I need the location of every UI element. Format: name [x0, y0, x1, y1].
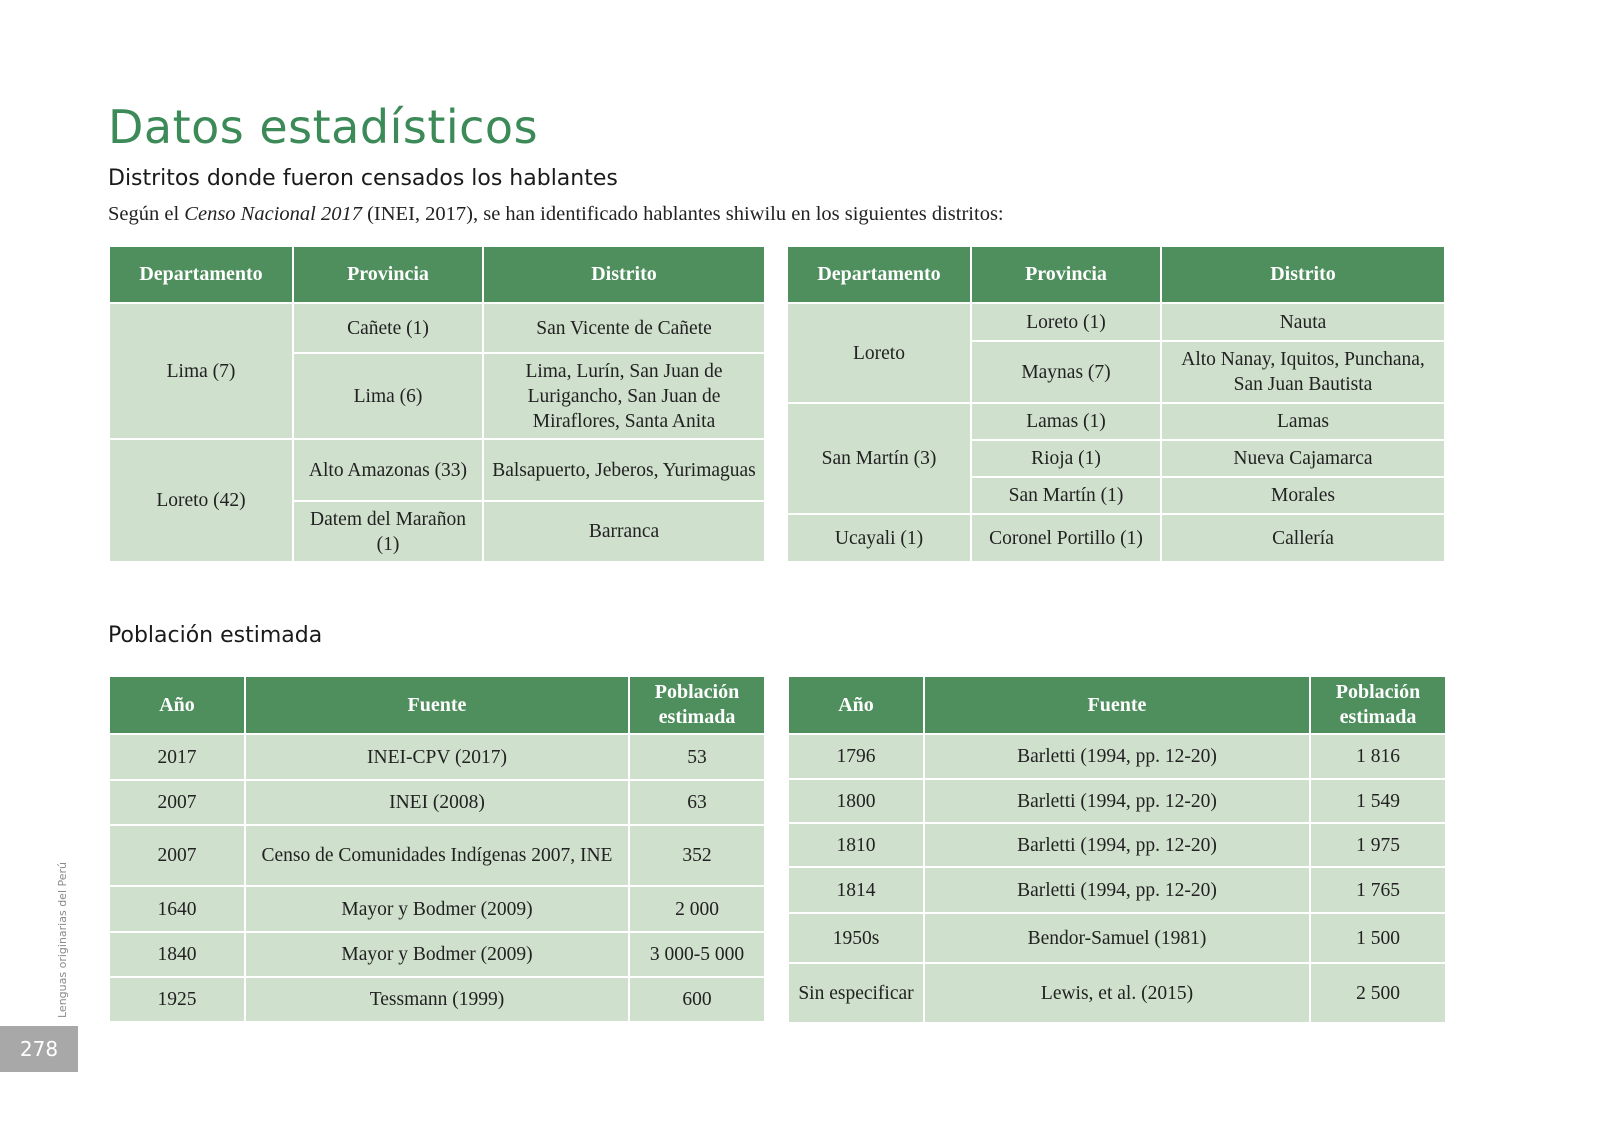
population-rows-left — [109, 734, 765, 1022]
cell-ano: 1810 — [788, 823, 924, 867]
cell-poblacion: 1 549 — [1310, 779, 1446, 823]
table-row — [109, 886, 765, 932]
cell-poblacion: 63 — [629, 780, 765, 825]
cell-poblacion: 352 — [629, 825, 765, 886]
page-number: 278 — [0, 1026, 78, 1072]
cell-provincia: Loreto (1) — [971, 303, 1161, 341]
header-fuente: Fuente — [245, 676, 629, 734]
header-fuente: Fuente — [924, 676, 1310, 734]
table-row — [788, 779, 1446, 823]
cell-poblacion: 2 000 — [629, 886, 765, 932]
cell-distrito: Lamas — [1161, 403, 1445, 440]
table-row — [788, 963, 1446, 1023]
cell-ano: 2007 — [109, 825, 245, 886]
cell-distrito: Lima, Lurín, San Juan de Lurigancho, San Juan de Miraflores, Santa Anita — [483, 353, 765, 439]
header-ano: Año — [788, 676, 924, 734]
cell-fuente: INEI-CPV (2017) — [245, 734, 629, 780]
cell-poblacion: 53 — [629, 734, 765, 780]
cell-poblacion: 2 500 — [1310, 963, 1446, 1023]
page-title: Datos estadísticos — [108, 100, 539, 154]
cell-ano: Sin especificar — [788, 963, 924, 1023]
intro-census-title: Censo Nacional 2017 — [184, 203, 362, 225]
population-rows-right — [788, 734, 1446, 1023]
cell-fuente: Barletti (1994, pp. 12-20) — [924, 867, 1310, 913]
cell-poblacion: 1 975 — [1310, 823, 1446, 867]
cell-provincia: Datem del Marañon (1) — [293, 501, 483, 562]
cell-provincia: Cañete (1) — [293, 303, 483, 353]
side-running-title: Lenguas originarias del Perú — [56, 861, 69, 1018]
cell-departamento: Loreto (42) — [109, 439, 293, 562]
cell-distrito: Nauta — [1161, 303, 1445, 341]
cell-ano: 1950s — [788, 913, 924, 963]
header-provincia: Provincia — [293, 246, 483, 303]
population-table-left — [108, 675, 766, 1023]
header-ano: Año — [109, 676, 245, 734]
table-row — [109, 825, 765, 886]
intro-text-start: Según el — [108, 203, 185, 225]
cell-departamento: Loreto — [787, 303, 971, 403]
cell-ano: 1840 — [109, 932, 245, 977]
cell-ano: 1925 — [109, 977, 245, 1022]
table-row — [109, 734, 765, 780]
cell-distrito: Morales — [1161, 477, 1445, 514]
cell-provincia: Lamas (1) — [971, 403, 1161, 440]
section-heading-districts: Distritos donde fueron censados los hablantes — [108, 166, 618, 191]
cell-provincia: Maynas (7) — [971, 341, 1161, 403]
cell-provincia: Lima (6) — [293, 353, 483, 439]
cell-fuente: Bendor-Samuel (1981) — [924, 913, 1310, 963]
cell-ano: 1800 — [788, 779, 924, 823]
cell-distrito: San Vicente de Cañete — [483, 303, 765, 353]
cell-fuente: Tessmann (1999) — [245, 977, 629, 1022]
cell-distrito: Barranca — [483, 501, 765, 562]
cell-fuente: Lewis, et al. (2015) — [924, 963, 1310, 1023]
cell-poblacion: 1 500 — [1310, 913, 1446, 963]
cell-fuente: Mayor y Bodmer (2009) — [245, 932, 629, 977]
table-row — [788, 913, 1446, 963]
cell-departamento: Ucayali (1) — [787, 514, 971, 562]
cell-ano: 2017 — [109, 734, 245, 780]
cell-distrito: Nueva Cajamarca — [1161, 440, 1445, 477]
header-departamento: Departamento — [109, 246, 293, 303]
cell-ano: 1814 — [788, 867, 924, 913]
table-row — [788, 867, 1446, 913]
cell-ano: 1796 — [788, 734, 924, 779]
cell-fuente: Barletti (1994, pp. 12-20) — [924, 779, 1310, 823]
cell-provincia: Coronel Portillo (1) — [971, 514, 1161, 562]
section-heading-population: Población estimada — [108, 623, 323, 648]
intro-paragraph — [108, 203, 1004, 226]
header-departamento: Departamento — [787, 246, 971, 303]
cell-provincia: Rioja (1) — [971, 440, 1161, 477]
cell-fuente: INEI (2008) — [245, 780, 629, 825]
cell-distrito: Callería — [1161, 514, 1445, 562]
table-row — [788, 823, 1446, 867]
cell-poblacion: 1 765 — [1310, 867, 1446, 913]
cell-ano: 2007 — [109, 780, 245, 825]
intro-text-end: (INEI, 2017), se han identificado hablantes shiwilu en los siguientes distritos: — [361, 203, 1004, 225]
cell-poblacion: 600 — [629, 977, 765, 1022]
cell-departamento: San Martín (3) — [787, 403, 971, 514]
header-poblacion: Población estimada — [629, 676, 765, 734]
cell-poblacion: 3 000-5 000 — [629, 932, 765, 977]
cell-fuente: Barletti (1994, pp. 12-20) — [924, 823, 1310, 867]
districts-table-right — [786, 245, 1446, 563]
districts-table-left — [108, 245, 766, 563]
cell-departamento: Lima (7) — [109, 303, 293, 439]
table-row — [109, 780, 765, 825]
header-poblacion: Población estimada — [1310, 676, 1446, 734]
cell-fuente: Barletti (1994, pp. 12-20) — [924, 734, 1310, 779]
cell-distrito: Balsapuerto, Jeberos, Yurimaguas — [483, 439, 765, 501]
cell-provincia: San Martín (1) — [971, 477, 1161, 514]
table-row — [788, 734, 1446, 779]
cell-fuente: Censo de Comunidades Indígenas 2007, INE — [245, 825, 629, 886]
cell-poblacion: 1 816 — [1310, 734, 1446, 779]
table-row — [109, 977, 765, 1022]
header-provincia: Provincia — [971, 246, 1161, 303]
cell-ano: 1640 — [109, 886, 245, 932]
header-distrito: Distrito — [1161, 246, 1445, 303]
cell-fuente: Mayor y Bodmer (2009) — [245, 886, 629, 932]
cell-provincia: Alto Amazonas (33) — [293, 439, 483, 501]
table-row — [109, 932, 765, 977]
header-distrito: Distrito — [483, 246, 765, 303]
population-table-right — [787, 675, 1447, 1024]
cell-distrito: Alto Nanay, Iquitos, Punchana, San Juan Bautista — [1161, 341, 1445, 403]
